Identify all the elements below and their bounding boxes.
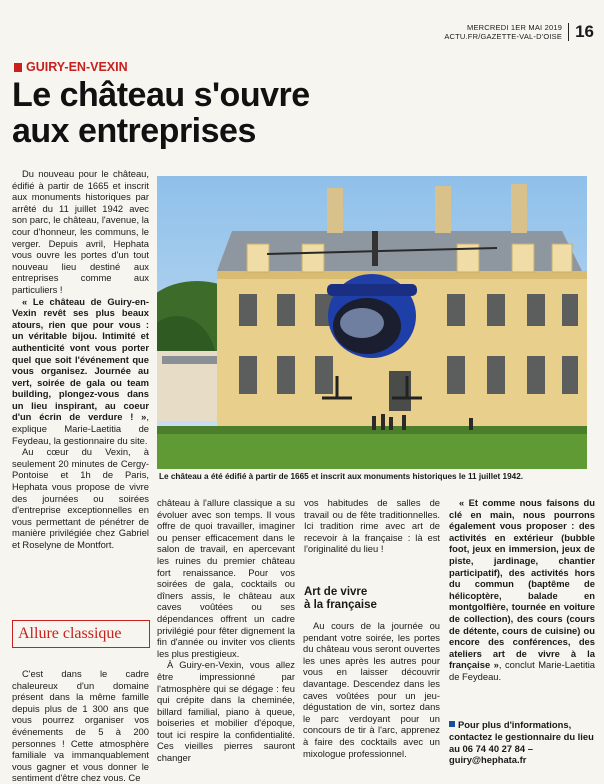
contact-info [449,719,595,766]
kicker-label: GUIRY-EN-VEXIN [26,60,128,74]
impression-paragraph: À Guiry-en-Vexin, vous allez être impressionné par l'atmosphère qui se dégage : feu qui crépite dans la cheminée, billard familial, piano à queue, boiseries et mobilier d'époque, tout ici respire la confidentialité. Ces vieilles pierres sauront changer [157,659,295,764]
kicker-square-icon [14,63,22,72]
closing-quote-paragraph [449,497,595,683]
closing-quote-attribution: , conclut Marie-Laetitia de Feydeau. [449,659,595,682]
chateau-photo [157,176,587,469]
chateau-paragraph: château à l'allure classique a su évoluer avec son temps. Il vous offre de quoi travailler, imaginer ou penser efficacement dans le salon de travail, en apercevant les ruines du premier château fort renaissance. Pour vos soirées de gala, cocktails ou dîners assis, le château aux caves voûtées ou ses dépendances offrent un cadre privilégié pour fêter dignement la fin d'année ou inviter vos clients les plus prestigieux. [157,497,295,659]
issue-date: MERCREDI 1ER MAI 2019 [467,23,563,32]
activities-paragraph: Au cours de la journée ou pendant votre soirée, les portes du château vous seront ouvertes les unes après les autres pour vous en laisser découvrir davantage. Descendez dans les caves voûtées pour un jeu-dégustation de vin, sortez dans le parc verdoyant pour un concours de tir à l'arc, apprenez à faire des cocktails avec un mixologue professionnel. [303,620,440,759]
location-paragraph: Au cœur du Vexin, à seulement 20 minutes de Cergy-Pontoise et 1h de Paris, Hephata vous propose de vivre des journées ou soirées d'entreprise exceptionnelles en vous permettant de pénétrer de manière privilégiée chez Gabriel et Roselyne de Montfort. [12,446,149,550]
tradition-paragraph: vos habitudes de salles de travail ou de fête traditionnelles. Ici tradition rime avec art de recevoir à la française : là est l'originalité du lieu ! [304,497,440,555]
article-column-6 [449,497,595,683]
closing-quote-bold: « Et comme nous faisons du clé en main, nous pourrons également vous proposer : des activités en extérieur (bubble foot, jeux en immersion, jeux de piste, jardinage, chantier participatif), des activités hors du commun (baptême de hélicoptère, balade en montgolfière, tournée en voiture de collection), des cours (cours de détente, cours de cuisine) ou encore des conférences, des ateliers art de vivre à la française » [449,497,595,671]
headline-line-2: aux entreprises [12,112,256,150]
chateau-helicopter-illustration [157,176,587,469]
subhead-label: Allure classique [18,625,122,642]
article-column-1 [12,168,149,551]
article-column-4 [304,497,440,555]
article-column-3 [157,497,295,764]
page-number: 16 [575,22,594,41]
contact-info-text: Pour plus d'informations, contactez le gestionnaire du lieu au 06 74 40 27 84 – guiry@hephata.fr [449,719,594,766]
article-column-2 [12,668,149,784]
photo-caption: Le château a été édifié à partir de 1665 et inscrit aux monuments historiques le 11 juillet 1942. [159,472,524,481]
section-kicker [14,60,128,74]
date-block [444,23,569,41]
quote-paragraph [12,296,149,447]
article-headline [12,77,310,149]
quote-bold-text: « Le château de Guiry-en-Vexin revêt ses plus beaux atours, rien que pour vous : un véritable bijou. Intimité et authenticité vont vous porter quel que soit l'événement que vous organisez. Journée au vert, soirée de gala ou team building, plongez-vous dans un lieu inspirant, au coeur d'un écrin de verdure ! » [12,295,149,423]
info-square-icon [449,721,455,727]
article-column-5 [303,620,440,759]
subhead2-line-1: Art de vivre [304,586,368,598]
subhead2-line-2: à la française [304,599,377,611]
quote-attribution: , explique Marie-Laetitia de Feydeau, la gestionnaire du site. [12,411,149,446]
subhead-art-de-vivre [304,586,440,612]
page-header [444,18,594,46]
atmosphere-paragraph: C'est dans le cadre chaleureux d'un domaine présent dans la même famille depuis plus de 1 300 ans que vous pourrez organiser vos événements de 5 à 200 personnes ! Cette atmosphère familiale va immanquablement vous gagner et vous donner le sentiment d'être chez vous. Ce [12,668,149,784]
intro-paragraph: Du nouveau pour le château, édifié à partir de 1665 et inscrit aux monuments historiques par arrêté du 11 juillet 1942 avec son parc, le château, l'avenue, la cour d'honneur, les communs, le verger. Depuis avril, Hephata vous ouvre les portes d'un tout nouveau lieu destiné aux entreprises comme aux particuliers ! [12,168,149,295]
publication-source: ACTU.FR/GAZETTE-VAL-D'OISE [444,32,563,41]
headline-line-1: Le château s'ouvre [12,76,310,114]
subhead-allure-classique [12,620,150,648]
